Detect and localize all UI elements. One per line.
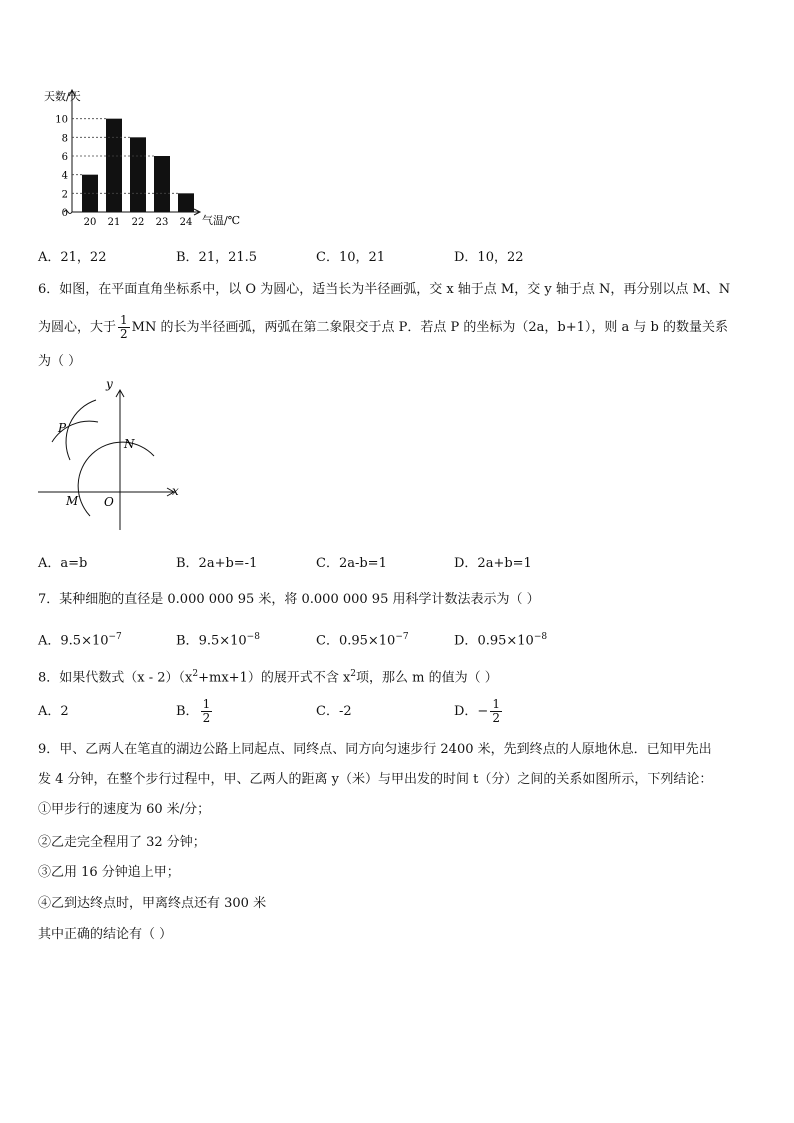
q7-a-label: A． <box>38 633 61 649</box>
q7-d-label: D． <box>454 633 478 649</box>
q6-stem-line3: 为（ ） <box>38 354 82 369</box>
q5-option-c[interactable]: C．10，21 <box>316 250 386 265</box>
q9-item-4: ④乙到达终点时，甲离终点还有 300 米 <box>38 896 267 911</box>
q8-stem-post: 项，那么 m 的值为（ ） <box>356 670 498 686</box>
x-tick-label: 23 <box>155 217 169 228</box>
q6-frac-den: 2 <box>120 327 128 341</box>
x-tick-label: 24 <box>179 217 193 228</box>
y-tick-label: 2 <box>61 189 68 201</box>
q7-b-base: 9.5×10 <box>198 633 247 649</box>
q8-d-fraction <box>490 698 502 725</box>
q8-option-c[interactable]: C．-2 <box>316 704 352 719</box>
coordinate-figure <box>34 380 184 535</box>
q8-sup2: 2 <box>350 669 357 679</box>
q9-stem-line1: 9．甲、乙两人在笔直的湖边公路上同起点、同终点、同方向匀速步行 2400 米，先到终点的人原地休息．已知甲先出 <box>38 742 712 757</box>
label-x: x <box>172 484 179 498</box>
q7-b-label: B． <box>176 633 199 649</box>
q6-fraction <box>118 314 130 341</box>
bar <box>130 137 146 212</box>
q7-a-base: 9.5×10 <box>60 633 109 649</box>
label-p: P <box>58 421 67 435</box>
q6-option-b[interactable]: B．2a+b=-1 <box>176 556 258 571</box>
q7-a-exp: −7 <box>108 632 122 642</box>
q6-line2-pre: 为圆心，大于 <box>38 320 117 335</box>
q6-option-d[interactable]: D．2a+b=1 <box>454 556 532 571</box>
q6-stem-line1: 6．如图，在平面直角坐标系中，以 O 为圆心，适当长为半径画弧，交 x 轴于点 M，交 y 轴于点 N，再分别以点 M、N <box>38 282 731 297</box>
y-tick-label: 8 <box>61 133 68 145</box>
q8-option-b[interactable] <box>176 692 214 732</box>
x-axis-label: 气温/℃ <box>202 214 241 227</box>
q5-option-d[interactable]: D．10，22 <box>454 250 524 265</box>
q6-frac-num: 1 <box>120 313 128 327</box>
q8-stem-pre: 8．如果代数式（x - 2）（x <box>38 670 193 686</box>
q7-c-base: 0.95×10 <box>338 633 396 649</box>
q5-option-b[interactable]: B．21，21.5 <box>176 250 258 265</box>
y-tick-label: 0 <box>61 208 68 219</box>
q6-stem-line2 <box>38 314 728 341</box>
label-n: N <box>124 437 135 451</box>
y-tick-label: 6 <box>61 152 68 163</box>
q6-line2-post: MN 的长为半径画弧，两弧在第二象限交于点 P．若点 P 的坐标为（2a，b+1），则 a 与 b 的数量关系 <box>131 320 728 335</box>
x-tick-label: 21 <box>107 217 121 228</box>
q7-d-exp: −8 <box>533 632 548 642</box>
q8-stem <box>38 664 498 688</box>
arc-center-o <box>78 442 154 516</box>
x-tick-label: 22 <box>131 217 145 228</box>
y-tick-label: 10 <box>55 114 68 126</box>
q8-stem-mid: +mx+1）的展开式不含 x <box>198 670 351 686</box>
q9-item-2: ②乙走完全程用了 32 分钟； <box>38 835 206 850</box>
q8-d-num: 1 <box>492 697 500 711</box>
q7-c-label: C． <box>316 633 339 649</box>
y-tick-label: 4 <box>61 170 68 182</box>
q7-b-exp: −8 <box>246 632 260 642</box>
label-m: M <box>66 494 79 508</box>
q9-item-1: ①甲步行的速度为 60 米/分； <box>38 802 211 817</box>
q8-d-den: 2 <box>492 711 500 725</box>
q9-stem-line2: 发 4 分钟，在整个步行过程中，甲、乙两人的距离 y（米）与甲出发的时间 t（分）之间的关系如图所示，下列结论： <box>38 772 713 787</box>
bar <box>178 193 194 212</box>
q7-option-d[interactable] <box>454 627 547 651</box>
bar <box>154 156 170 212</box>
q8-b-num: 1 <box>202 697 211 711</box>
y-axis-label: 天数/天 <box>44 90 81 103</box>
q8-option-d[interactable] <box>454 692 504 732</box>
label-y: y <box>106 380 113 391</box>
bar-chart <box>30 82 270 232</box>
arc-from-n <box>66 400 96 460</box>
q6-option-a[interactable]: A．a=b <box>38 556 88 571</box>
q7-stem: 7．某种细胞的直径是 0.000 000 95 米，将 0.000 000 95 用科学计数法表示为（ ） <box>38 592 540 607</box>
q6-option-c[interactable]: C．2a-b=1 <box>316 556 387 571</box>
q8-d-label: D．− <box>454 704 489 719</box>
q5-option-a[interactable]: A．21，22 <box>38 250 107 265</box>
q9-item-3: ③乙用 16 分钟追上甲； <box>38 865 180 880</box>
q7-option-c[interactable] <box>316 627 409 651</box>
q8-b-fraction <box>201 698 213 725</box>
q9-question: 其中正确的结论有（ ） <box>38 927 173 942</box>
label-o: O <box>104 495 114 509</box>
bar <box>106 119 122 212</box>
q8-option-a[interactable]: A．2 <box>38 704 69 719</box>
q7-option-b[interactable] <box>176 627 260 651</box>
x-tick-label: 20 <box>83 217 97 228</box>
q8-sup1: 2 <box>192 669 199 679</box>
q7-d-base: 0.95×10 <box>477 633 534 649</box>
q7-option-a[interactable] <box>38 627 122 651</box>
q8-b-den: 2 <box>202 711 211 725</box>
q7-c-exp: −7 <box>395 632 409 642</box>
q8-b-label: B． <box>176 704 199 719</box>
